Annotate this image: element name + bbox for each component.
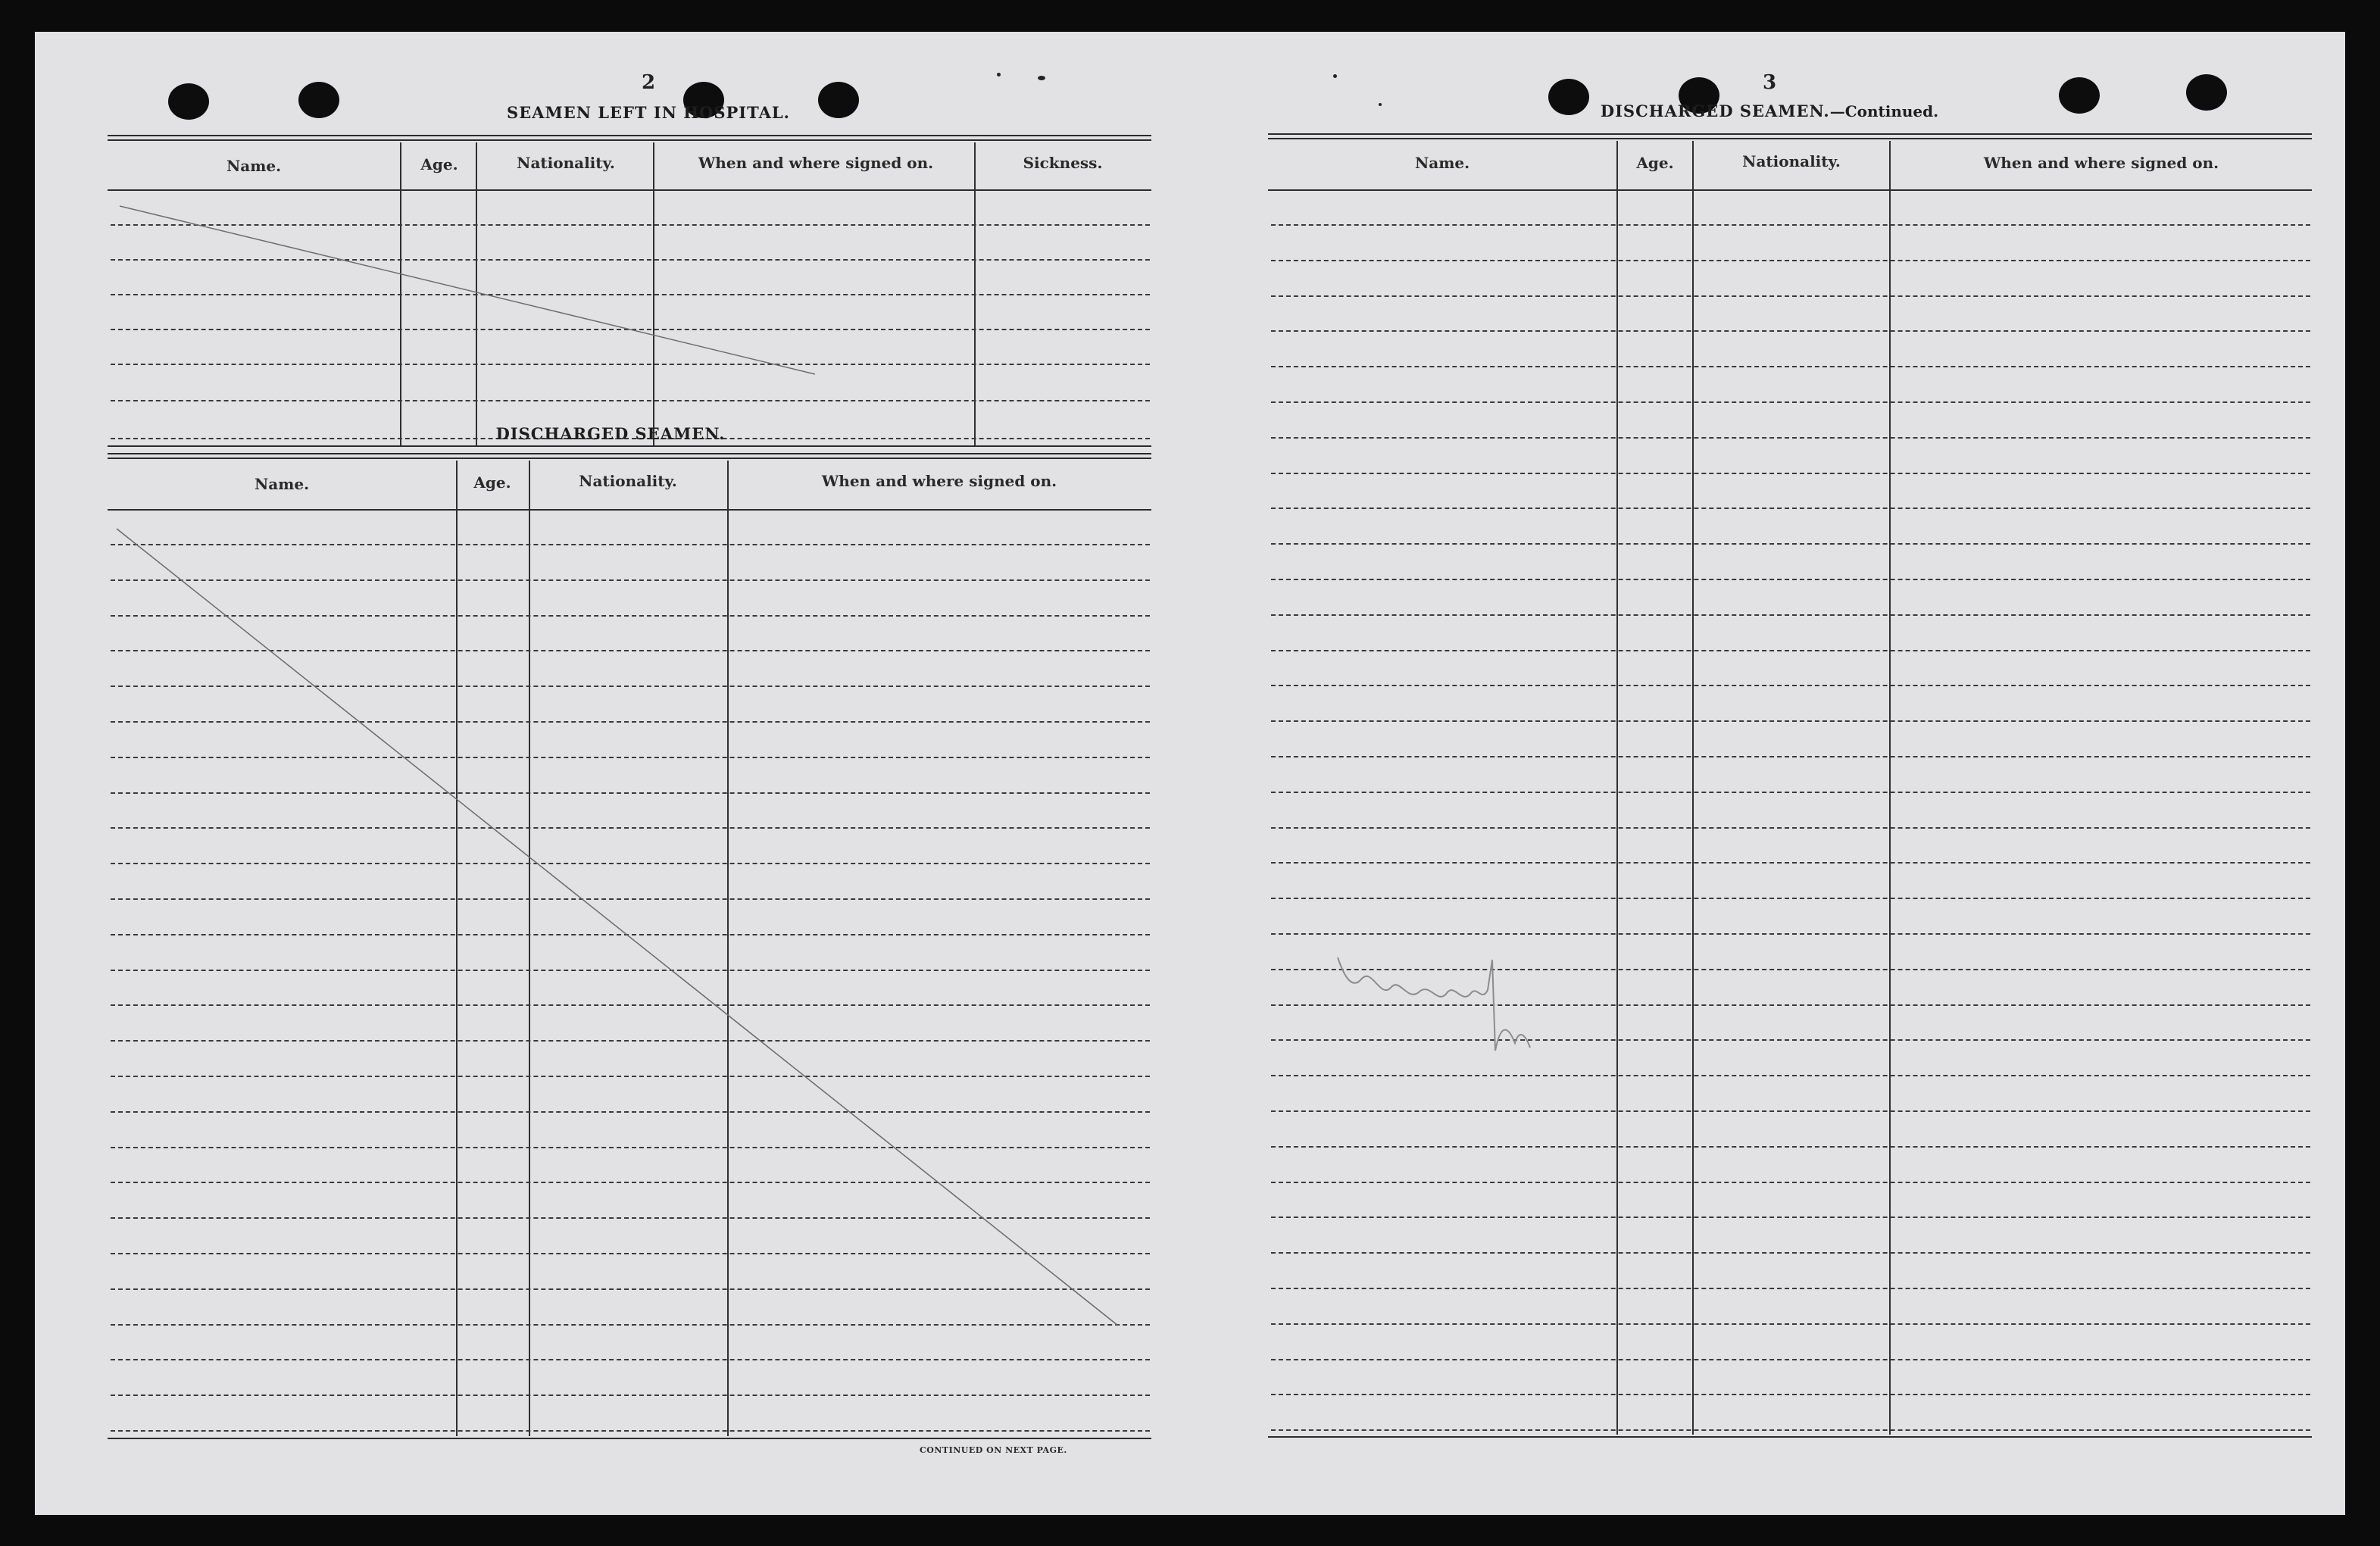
- right-section-title-suffix: —Continued.: [1829, 102, 1939, 120]
- column-header-when-where: When and where signed on.: [821, 472, 1057, 490]
- column-header-age: Age.: [473, 473, 511, 492]
- column-header-nationality: Nationality.: [517, 154, 615, 172]
- page-number-left: 2: [641, 71, 656, 94]
- pencil-marks-overlay: [35, 32, 2345, 1515]
- column-header-nationality: Nationality.: [579, 472, 677, 490]
- page-number-right: 3: [1762, 71, 1777, 94]
- right-section-title-main: DISCHARGED SEAMEN.: [1600, 102, 1830, 120]
- column-header-when-where: When and where signed on.: [698, 154, 934, 172]
- column-header-when-where: When and where signed on.: [1983, 154, 2219, 172]
- hospital-cancel-stroke: [120, 206, 815, 374]
- hospital-section-title: SEAMEN LEFT IN HOSPITAL.: [507, 103, 790, 122]
- discharged-section-title: DISCHARGED SEAMEN.: [495, 424, 726, 443]
- continued-footer: CONTINUED ON NEXT PAGE.: [920, 1445, 1067, 1455]
- column-header-sickness: Sickness.: [1023, 154, 1103, 172]
- document-paper: [35, 32, 2345, 1515]
- pencil-scribble-icon: [1338, 957, 1530, 1051]
- column-header-name: Name.: [226, 157, 282, 175]
- column-header-name: Name.: [254, 475, 310, 493]
- discharged-cancel-stroke: [117, 529, 1118, 1326]
- column-header-nationality: Nationality.: [1742, 152, 1841, 170]
- column-header-name: Name.: [1414, 154, 1470, 172]
- column-header-age: Age.: [1636, 154, 1674, 172]
- column-header-age: Age.: [420, 155, 458, 173]
